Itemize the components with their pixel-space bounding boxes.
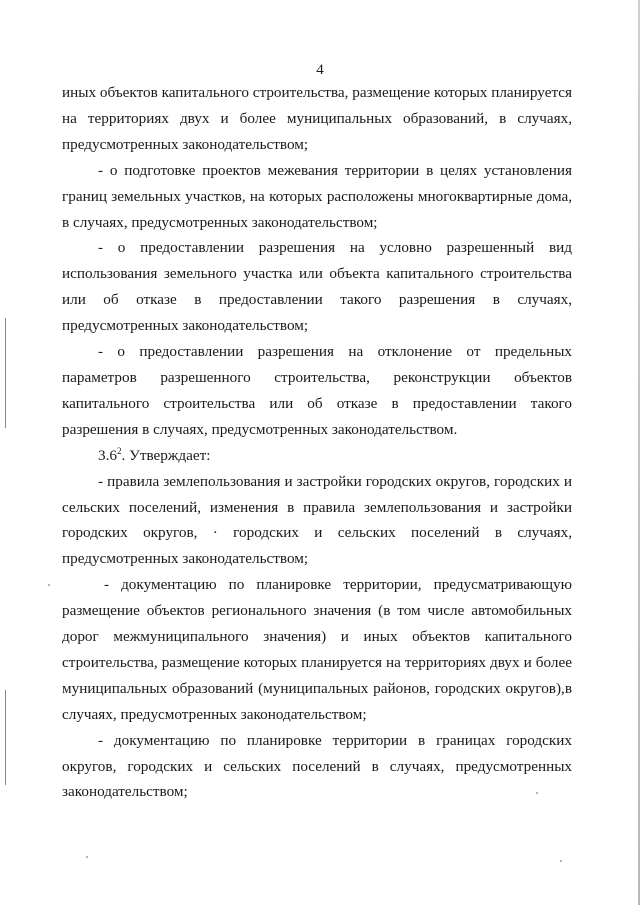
- scan-artifact-speck: [48, 584, 50, 586]
- paragraph-continuation: иных объектов капитального строительства, размещение которых планируется на территориях двух и более муниципальных образований, в случаях, предусмотренных законодательством;: [62, 84, 572, 153]
- paragraph-land-survey: - о подготовке проектов межевания территории в целях установления границ земельных участков, на которых расположены многоквартирные дома, в случаях, предусмотренных законодательством;: [62, 161, 572, 231]
- scan-artifact-line: [5, 690, 6, 785]
- list-item-local-planning: - документацию по планировке территории в границах городских округов, городских и сельских поселений в случаях, предусмотренных законодательством;: [62, 731, 572, 801]
- scan-artifact-speck: [536, 792, 538, 794]
- section-number: 3.6: [98, 446, 117, 464]
- scan-artifact-speck: [560, 860, 562, 862]
- paragraph-conditional-use: - о предоставлении разрешения на условно разрешенный вид использования земельного участка или объекта капитального строительства или об отказе в предоставлении такого разрешения в случаях, предусмотренных законодательством;: [62, 239, 572, 335]
- list-item-zoning-rules: - правила землепользования и застройки городских округов, городских и сельских поселений, изменения в правила землепользования и застройки городских округов, · городских и сельских поселений в случаях, предусмотренных законодательством;: [62, 472, 572, 568]
- scan-artifact-speck: [86, 856, 88, 858]
- list-item-regional-planning: - документацию по планировке территории, предусматривающую размещение объектов регионального значения (в том числе автомобильных дорог межмуниципального значения) и иных объектов капитального строительства, размещение которых планируется на территориях двух и более муниципальных образований (муниципальных районов, городских округов),в случаях, предусмотренных законодательством;: [62, 576, 572, 723]
- document-body: [62, 80, 572, 805]
- scan-artifact-line: [5, 318, 6, 428]
- page-number: 4: [316, 62, 324, 78]
- section-heading-text: . Утверждает:: [121, 446, 211, 464]
- paragraph-deviation: - о предоставлении разрешения на отклонение от предельных параметров разрешенного строительства, реконструкции объектов капитального строительства или об отказе в предоставлении такого разрешения в случаях, предусмотренных законодательством.: [62, 343, 572, 438]
- section-heading: [62, 443, 572, 469]
- section-number-superscript: 2: [116, 445, 122, 456]
